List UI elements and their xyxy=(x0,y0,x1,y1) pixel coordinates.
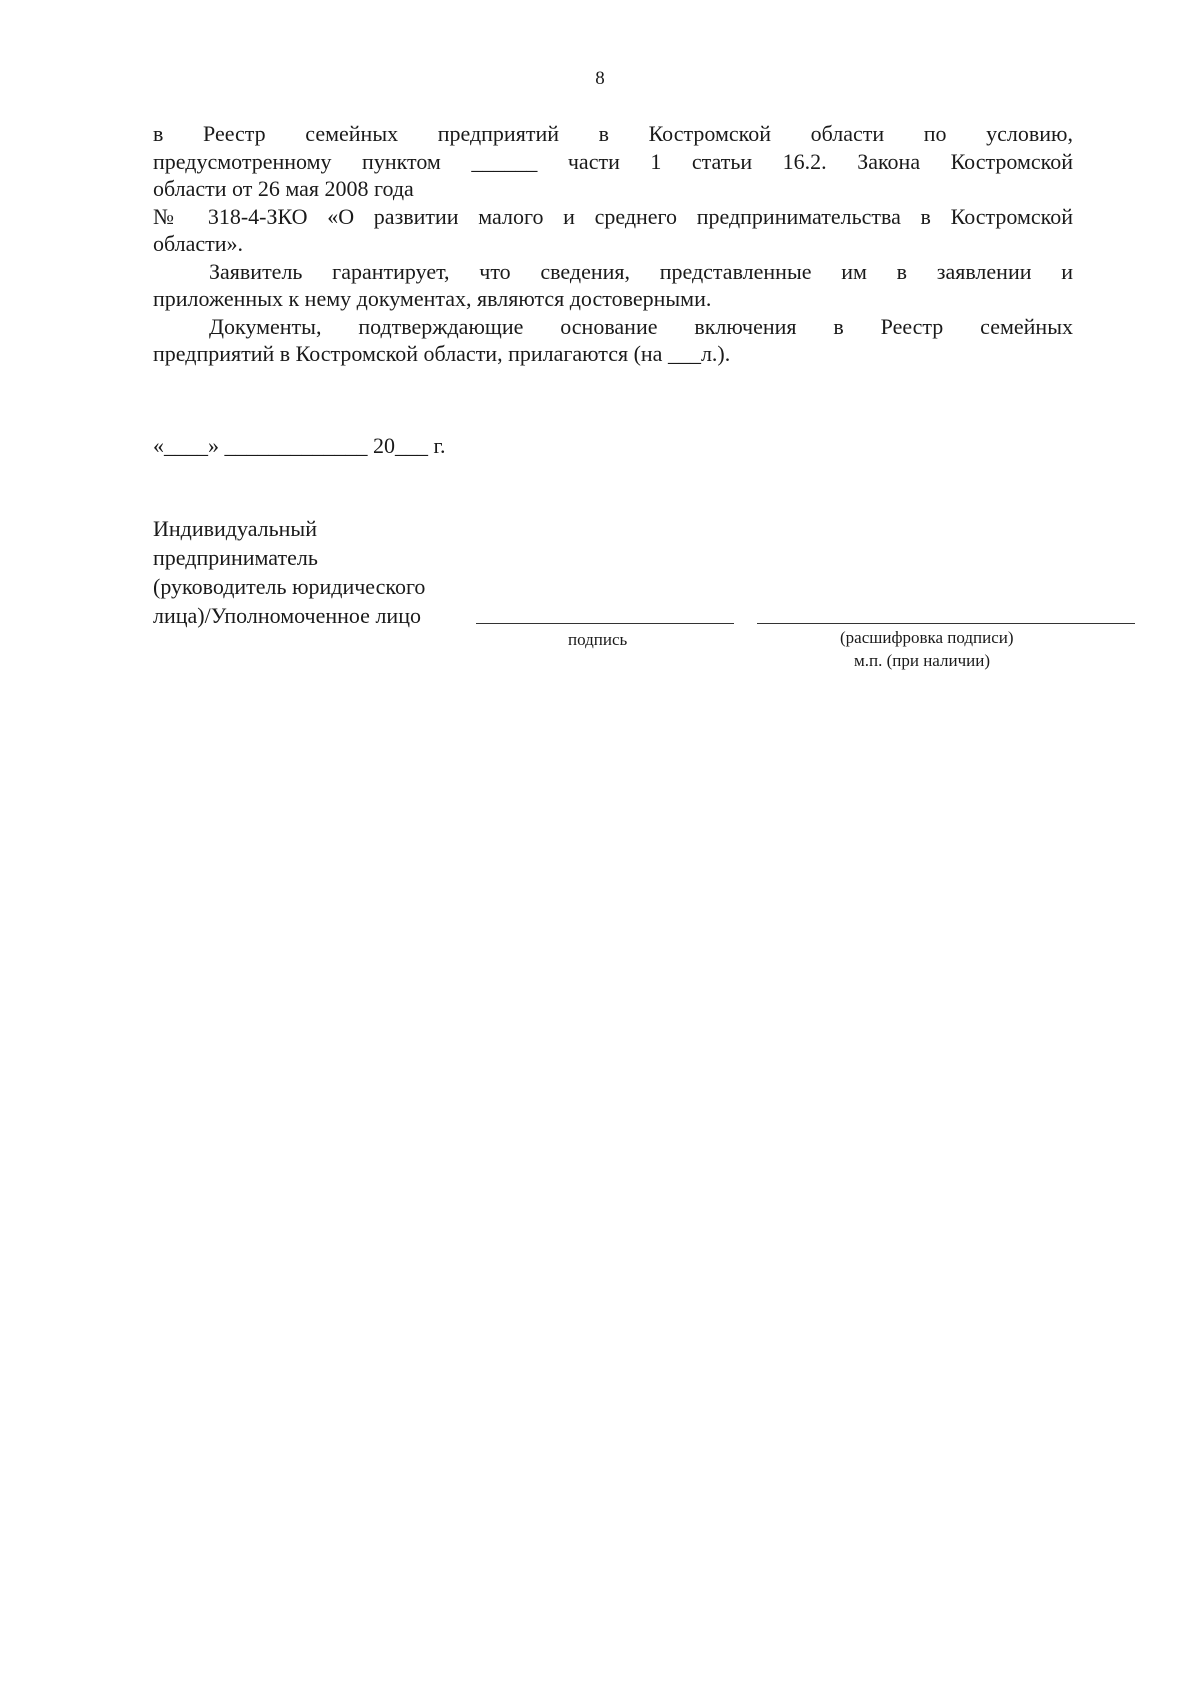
paragraph-3-line-2: предприятий в Костромской области, прилагаются (на ___л.). xyxy=(153,341,731,366)
paragraph-1-line-1: в Реестр семейных предприятий в Костромской области по условию, xyxy=(153,121,1073,146)
paragraph-2-line-2: приложенных к нему документах, являются достоверными. xyxy=(153,286,712,311)
stamp-caption: м.п. (при наличии) xyxy=(854,651,990,670)
signatory-block xyxy=(153,514,425,630)
decoding-caption: (расшифровка подписи) xyxy=(840,628,1014,647)
paragraph-1-line-5: области». xyxy=(153,231,244,256)
signature-caption: подпись xyxy=(568,630,628,649)
document-body xyxy=(153,120,1073,368)
signature-line xyxy=(476,623,734,624)
signatory-line-2: предприниматель xyxy=(153,545,318,570)
page-number: 8 xyxy=(595,68,605,89)
signature-decoding-line xyxy=(757,623,1135,624)
signatory-line-1: Индивидуальный xyxy=(153,516,317,541)
paragraph-2-line-1: Заявитель гарантирует, что сведения, представленные им в заявлении и xyxy=(209,258,1073,284)
paragraph-1-line-4: № 318-4-ЗКО «О развитии малого и среднего предпринимательства в Костромской xyxy=(153,203,1073,229)
signatory-line-4: лица)/Уполномоченное лицо xyxy=(153,603,421,628)
paragraph-1-line-2: предусмотренному пунктом ______ части 1 статьи 16.2. Закона Костромской xyxy=(153,148,1073,174)
date-line: «____» _____________ 20___ г. xyxy=(153,433,446,458)
paragraph-3-line-1: Документы, подтверждающие основание включения в Реестр семейных xyxy=(209,313,1073,339)
paragraph-1-line-3: области от 26 мая 2008 года xyxy=(153,176,414,201)
signatory-line-3: (руководитель юридического xyxy=(153,574,426,599)
